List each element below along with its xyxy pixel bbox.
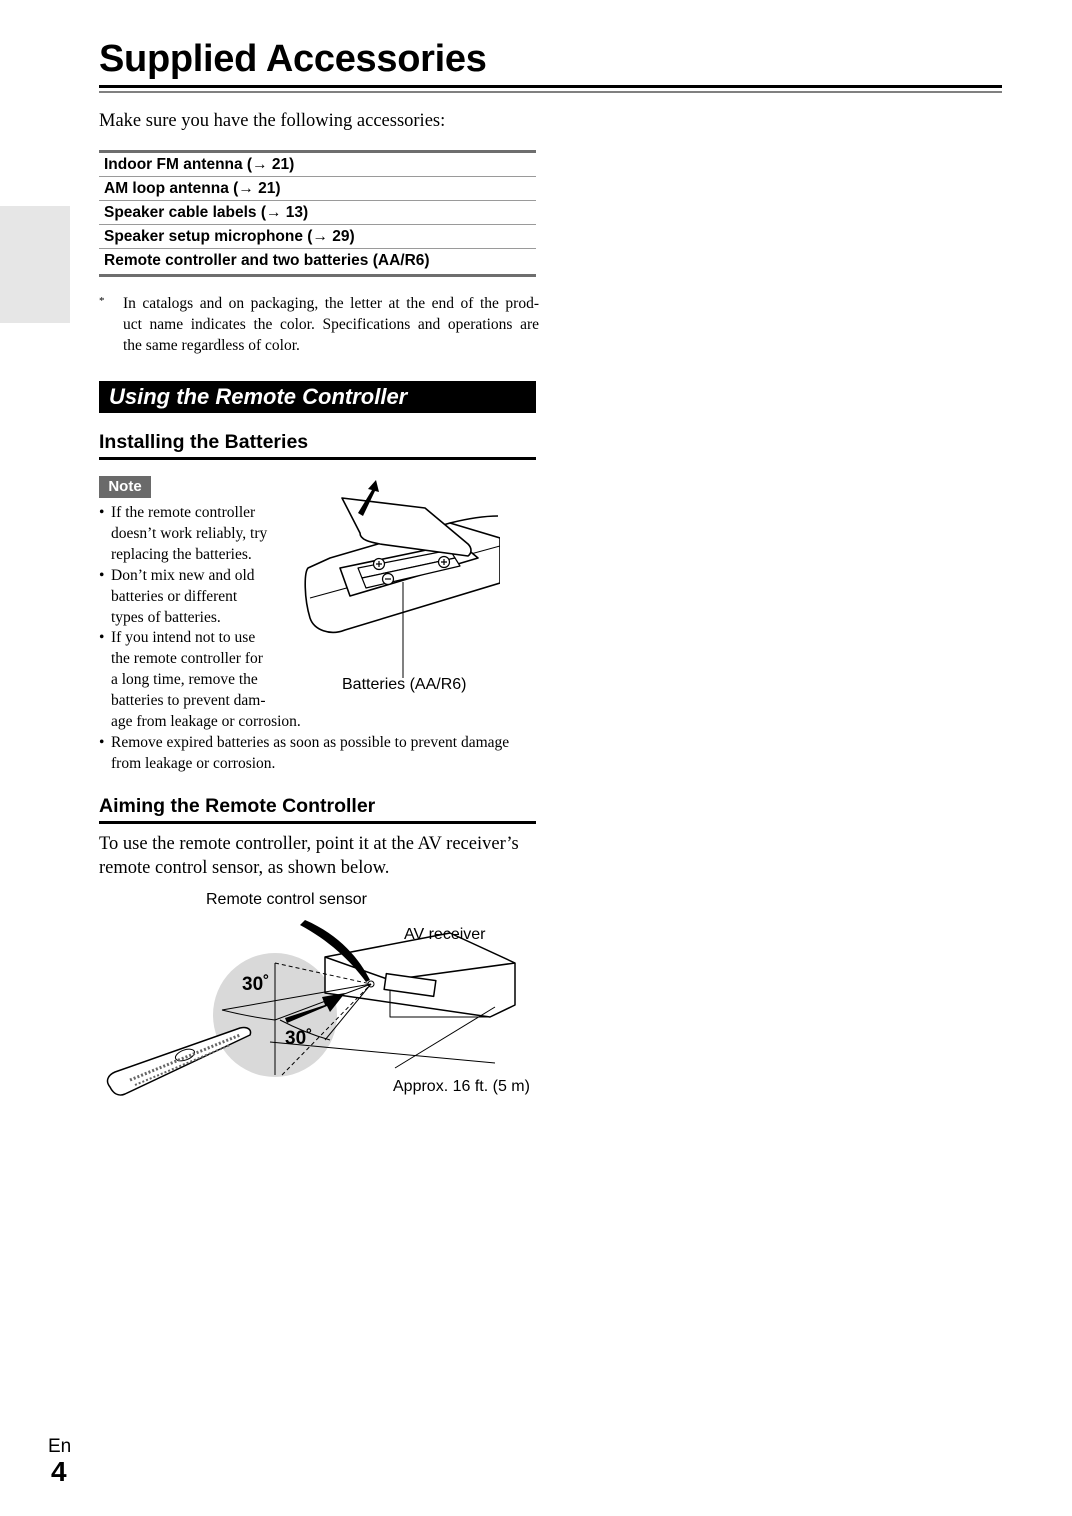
note-line: Don’t mix new and old	[111, 566, 255, 584]
note-badge: Note	[99, 476, 151, 498]
bullet-dot: •	[99, 504, 105, 521]
note-line: batteries or different	[111, 587, 238, 605]
page-title: Supplied Accessories	[99, 38, 487, 80]
plus-icon	[374, 559, 385, 570]
bullet-dot: •	[99, 566, 105, 584]
aiming-heading-rule	[99, 821, 536, 824]
receiver-label: AV receiver	[404, 926, 486, 943]
note-line: age from leakage or corrosion.	[111, 713, 301, 731]
distance-label: Approx. 16 ft. (5 m)	[393, 1078, 530, 1095]
section-thumb-tab	[0, 206, 70, 323]
note-line: Remove expired batteries as soon as possible to prevent damage	[111, 733, 510, 751]
title-rule-black	[99, 85, 1002, 88]
remote-body-edge	[450, 516, 498, 523]
battery-compartment-illustration	[300, 478, 500, 678]
installing-heading-rule	[99, 457, 536, 460]
angle-label-bottom: 30˚	[285, 1028, 313, 1049]
batteries-caption: Batteries (AA/R6)	[342, 676, 467, 693]
accessory-row: Speaker cable labels (→ 13)	[99, 201, 536, 225]
page-number: 4	[51, 1456, 67, 1487]
installing-batteries-heading: Installing the Batteries	[99, 431, 309, 453]
bullet-dot: •	[99, 629, 105, 647]
section-heading-bar: Using the Remote Controller	[99, 381, 536, 413]
accessory-row: Speaker setup microphone (→ 29)	[99, 225, 536, 249]
av-receiver	[325, 933, 515, 1017]
note-line: If you intend not to use	[111, 629, 256, 647]
note-line: doesn’t work reliably, try	[111, 524, 268, 542]
note-line: types of batteries.	[111, 608, 221, 626]
sensor-label: Remote control sensor	[206, 891, 367, 908]
note-line: If the remote controller	[111, 504, 256, 521]
aiming-body-line: To use the remote controller, point it at the AV receiver’s	[99, 834, 519, 854]
bullet-dot: •	[99, 733, 105, 751]
note-line: batteries to prevent dam-	[111, 692, 266, 710]
accessories-table	[99, 150, 536, 277]
note-line: a long time, remove the	[111, 671, 258, 689]
minus-icon	[383, 574, 394, 585]
language-label: En	[48, 1436, 72, 1457]
footnote-line: uct name indicates the color. Specifications and operations are	[123, 316, 539, 333]
remote-controller	[108, 1027, 251, 1095]
footnote-text	[123, 293, 539, 356]
note-item	[99, 733, 539, 775]
footnote-line: In catalogs and on packaging, the letter at the end of the prod-	[123, 295, 539, 312]
note-line: the remote controller for	[111, 650, 263, 668]
accessory-row: Remote controller and two batteries (AA/R6)	[104, 252, 430, 269]
aiming-body	[99, 833, 539, 880]
plus-icon	[439, 557, 450, 568]
aiming-body-line: remote control sensor, as shown below.	[99, 857, 390, 878]
angle-label-top: 30˚	[242, 974, 270, 995]
accessory-row: Indoor FM antenna (→ 21)	[99, 153, 536, 177]
note-line: from leakage or corrosion.	[111, 754, 276, 772]
title-rule-gray	[99, 91, 1002, 93]
intro-text: Make sure you have the following accessories:	[99, 111, 446, 131]
footnote-asterisk: *	[99, 295, 105, 307]
footnote-line: the same regardless of color.	[123, 337, 300, 354]
note-line: replacing the batteries.	[111, 545, 252, 563]
aiming-heading: Aiming the Remote Controller	[99, 795, 376, 817]
accessory-row: AM loop antenna (→ 21)	[99, 177, 536, 201]
